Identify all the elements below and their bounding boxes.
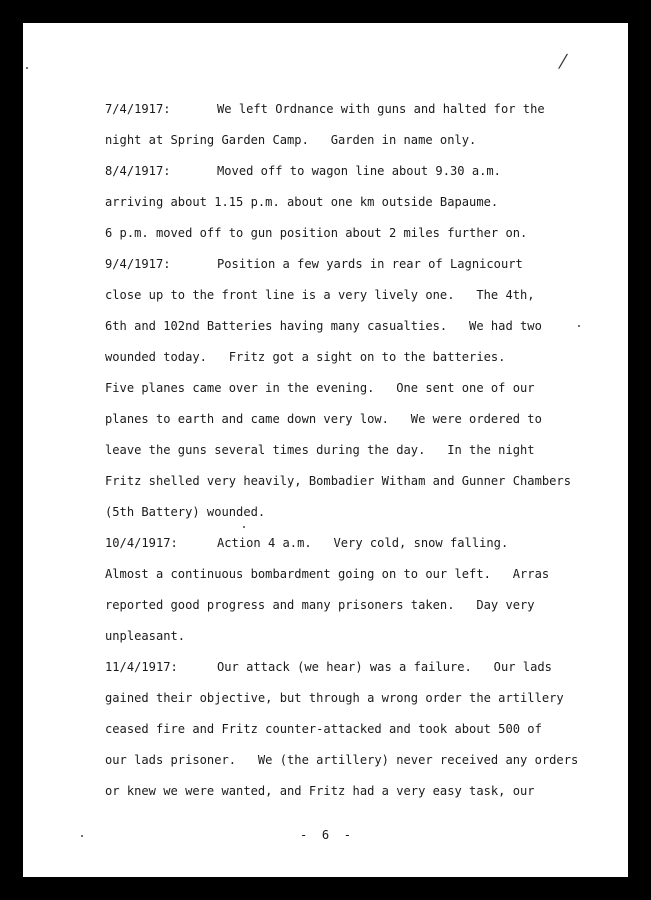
diary-text-line	[105, 285, 615, 316]
line-text: We left Ordnance with guns and halted for the	[217, 102, 545, 116]
diary-entry-line	[105, 99, 615, 130]
line-text: planes to earth and came down very low. We were ordered to	[105, 412, 542, 426]
diary-text-line	[105, 130, 615, 161]
line-text: wounded today. Fritz got a sight on to the batteries.	[105, 350, 506, 364]
diary-text-line	[105, 688, 615, 719]
diary-entry-line	[105, 657, 615, 688]
diary-text-line	[105, 564, 615, 595]
diary-text-line	[105, 223, 615, 254]
diary-text	[105, 99, 615, 812]
entry-date: 10/4/1917:	[105, 536, 178, 550]
line-text: arriving about 1.15 p.m. about one km outside Bapaume.	[105, 195, 499, 209]
diary-text-line	[105, 316, 615, 347]
line-text: Our attack (we hear) was a failure. Our lads	[217, 660, 552, 674]
scan-speck	[26, 67, 28, 69]
margin-tick-mark: /	[557, 51, 569, 72]
diary-entry-line	[105, 533, 615, 564]
line-text: Moved off to wagon line about 9.30 a.m.	[217, 164, 501, 178]
document-page	[23, 23, 628, 877]
diary-text-line	[105, 378, 615, 409]
line-text: close up to the front line is a very lively one. The 4th,	[105, 288, 535, 302]
line-text: night at Spring Garden Camp. Garden in name only.	[105, 133, 477, 147]
entry-date: 7/4/1917:	[105, 102, 171, 116]
diary-text-line	[105, 409, 615, 440]
line-text: leave the guns several times during the day. In the night	[105, 443, 535, 457]
diary-text-line	[105, 750, 615, 781]
line-text: our lads prisoner. We (the artillery) never received any orders	[105, 753, 579, 767]
diary-entry-line	[105, 161, 615, 192]
diary-text-line	[105, 502, 615, 533]
line-text: Five planes came over in the evening. One sent one of our	[105, 381, 535, 395]
line-text: Position a few yards in rear of Lagnicourt	[217, 257, 523, 271]
diary-text-line	[105, 192, 615, 223]
line-text: 6th and 102nd Batteries having many casualties. We had two	[105, 319, 542, 333]
line-text: Action 4 a.m. Very cold, snow falling.	[217, 536, 509, 550]
line-text: ceased fire and Fritz counter-attacked and took about 500 of	[105, 722, 542, 736]
line-text: Fritz shelled very heavily, Bombadier Witham and Gunner Chambers	[105, 474, 571, 488]
diary-text-line	[105, 347, 615, 378]
diary-text-line	[105, 781, 615, 812]
line-text: 6 p.m. moved off to gun position about 2 miles further on.	[105, 226, 528, 240]
line-text: or knew we were wanted, and Fritz had a very easy task, our	[105, 784, 535, 798]
diary-entry-line	[105, 254, 615, 285]
page-number: - 6 -	[300, 828, 351, 842]
diary-text-line	[105, 626, 615, 657]
diary-text-line	[105, 471, 615, 502]
line-text: unpleasant.	[105, 629, 186, 643]
diary-text-line	[105, 440, 615, 471]
entry-date: 8/4/1917:	[105, 164, 171, 178]
diary-text-line	[105, 595, 615, 626]
entry-date: 11/4/1917:	[105, 660, 178, 674]
line-text: gained their objective, but through a wrong order the artillery	[105, 691, 564, 705]
line-text: reported good progress and many prisoners taken. Day very	[105, 598, 535, 612]
line-text: Almost a continuous bombardment going on to our left. Arras	[105, 567, 550, 581]
entry-date: 9/4/1917:	[105, 257, 171, 271]
diary-text-line	[105, 719, 615, 750]
line-text: (5th Battery) wounded.	[105, 505, 266, 519]
